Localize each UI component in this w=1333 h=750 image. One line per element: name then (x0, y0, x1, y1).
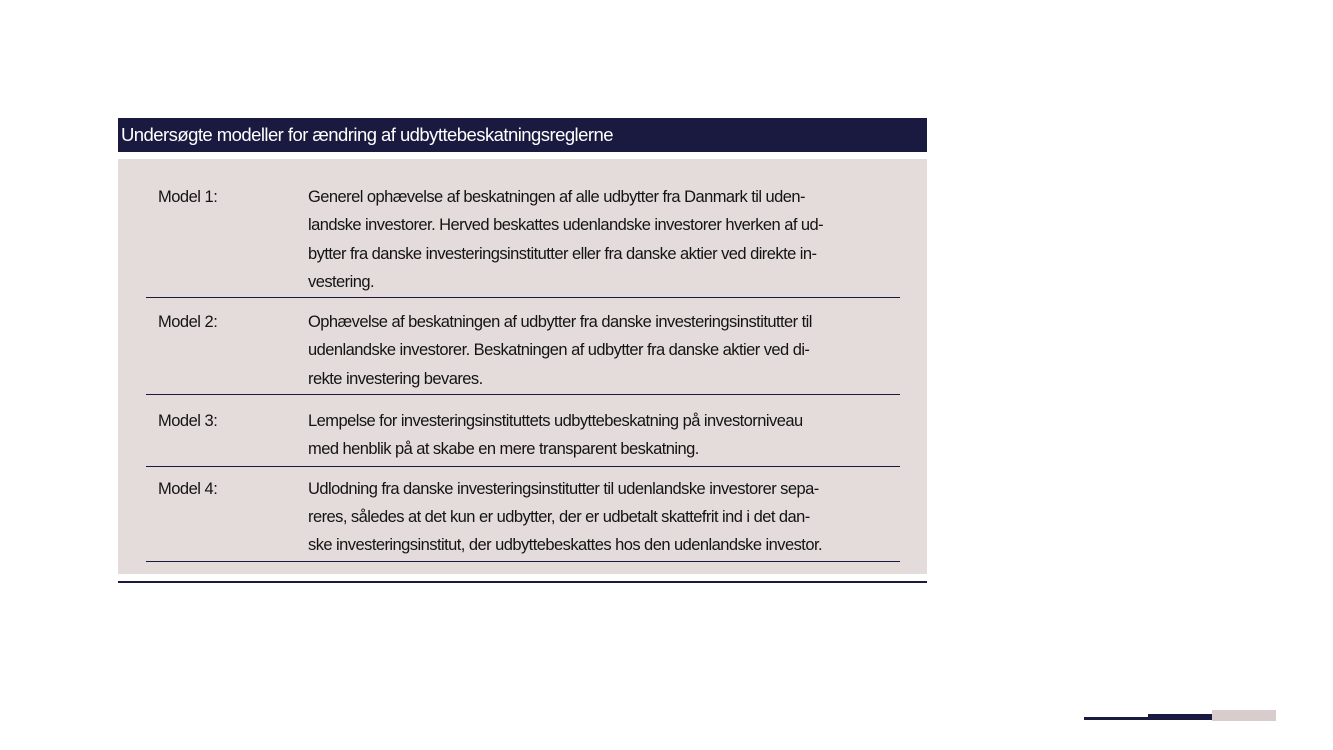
description-line: Lempelse for investeringsinstituttets udbyttebeskatning på investorniveau (308, 412, 803, 431)
model-description (308, 183, 900, 296)
models-panel (118, 159, 927, 574)
description-line: rekte investering bevares. (308, 369, 483, 388)
model-label: Model 1: (158, 188, 218, 206)
model-description (308, 407, 900, 464)
description-line: landske investorer. Herved beskattes udenlandske investorer hverken af ud- (308, 216, 824, 235)
model-row-4 (146, 467, 900, 562)
description-line: bytter fra danske investeringsinstitutter eller fra danske aktier ved direkte in- (308, 244, 817, 263)
model-label: Model 2: (158, 313, 218, 332)
description-line: Udlodning fra danske investeringsinstitutter til udenlandske investorer sepa- (308, 479, 819, 498)
description-line: reres, således at det kun er udbytter, der er udbetalt skattefrit ind i det dan- (308, 507, 810, 526)
model-row-1 (146, 180, 900, 298)
description-line: Ophævelse af beskatningen af udbytter fra danske investeringsinstitutter til (308, 313, 812, 332)
model-label: Model 3: (158, 412, 218, 431)
description-line: ske investeringsinstitut, der udbyttebeskattes hos den udenlandske investor. (308, 536, 823, 555)
description-line: udenlandske investorer. Beskatningen af udbytter fra danske aktier ved di- (308, 341, 810, 360)
model-label: Model 4: (158, 479, 218, 498)
model-description (308, 475, 900, 560)
model-row-3 (146, 395, 900, 467)
models-box (118, 118, 927, 583)
description-line: vestering. (308, 272, 375, 291)
footer-bar-segment-light (1212, 710, 1276, 721)
box-title: Undersøgte modeller for ændring af udbyttebeskatningsreglerne (118, 118, 927, 152)
description-line: Generel ophævelse af beskatningen af alle udbytter fra Danmark til uden- (308, 188, 805, 206)
footer-bar-segment-thin (1084, 717, 1148, 720)
description-line: med henblik på at skabe en mere transparent beskatning. (308, 440, 699, 459)
model-description (308, 308, 900, 393)
footer-bar-segment-medium (1148, 714, 1212, 720)
bottom-divider (118, 581, 927, 583)
model-row-2 (146, 298, 900, 395)
